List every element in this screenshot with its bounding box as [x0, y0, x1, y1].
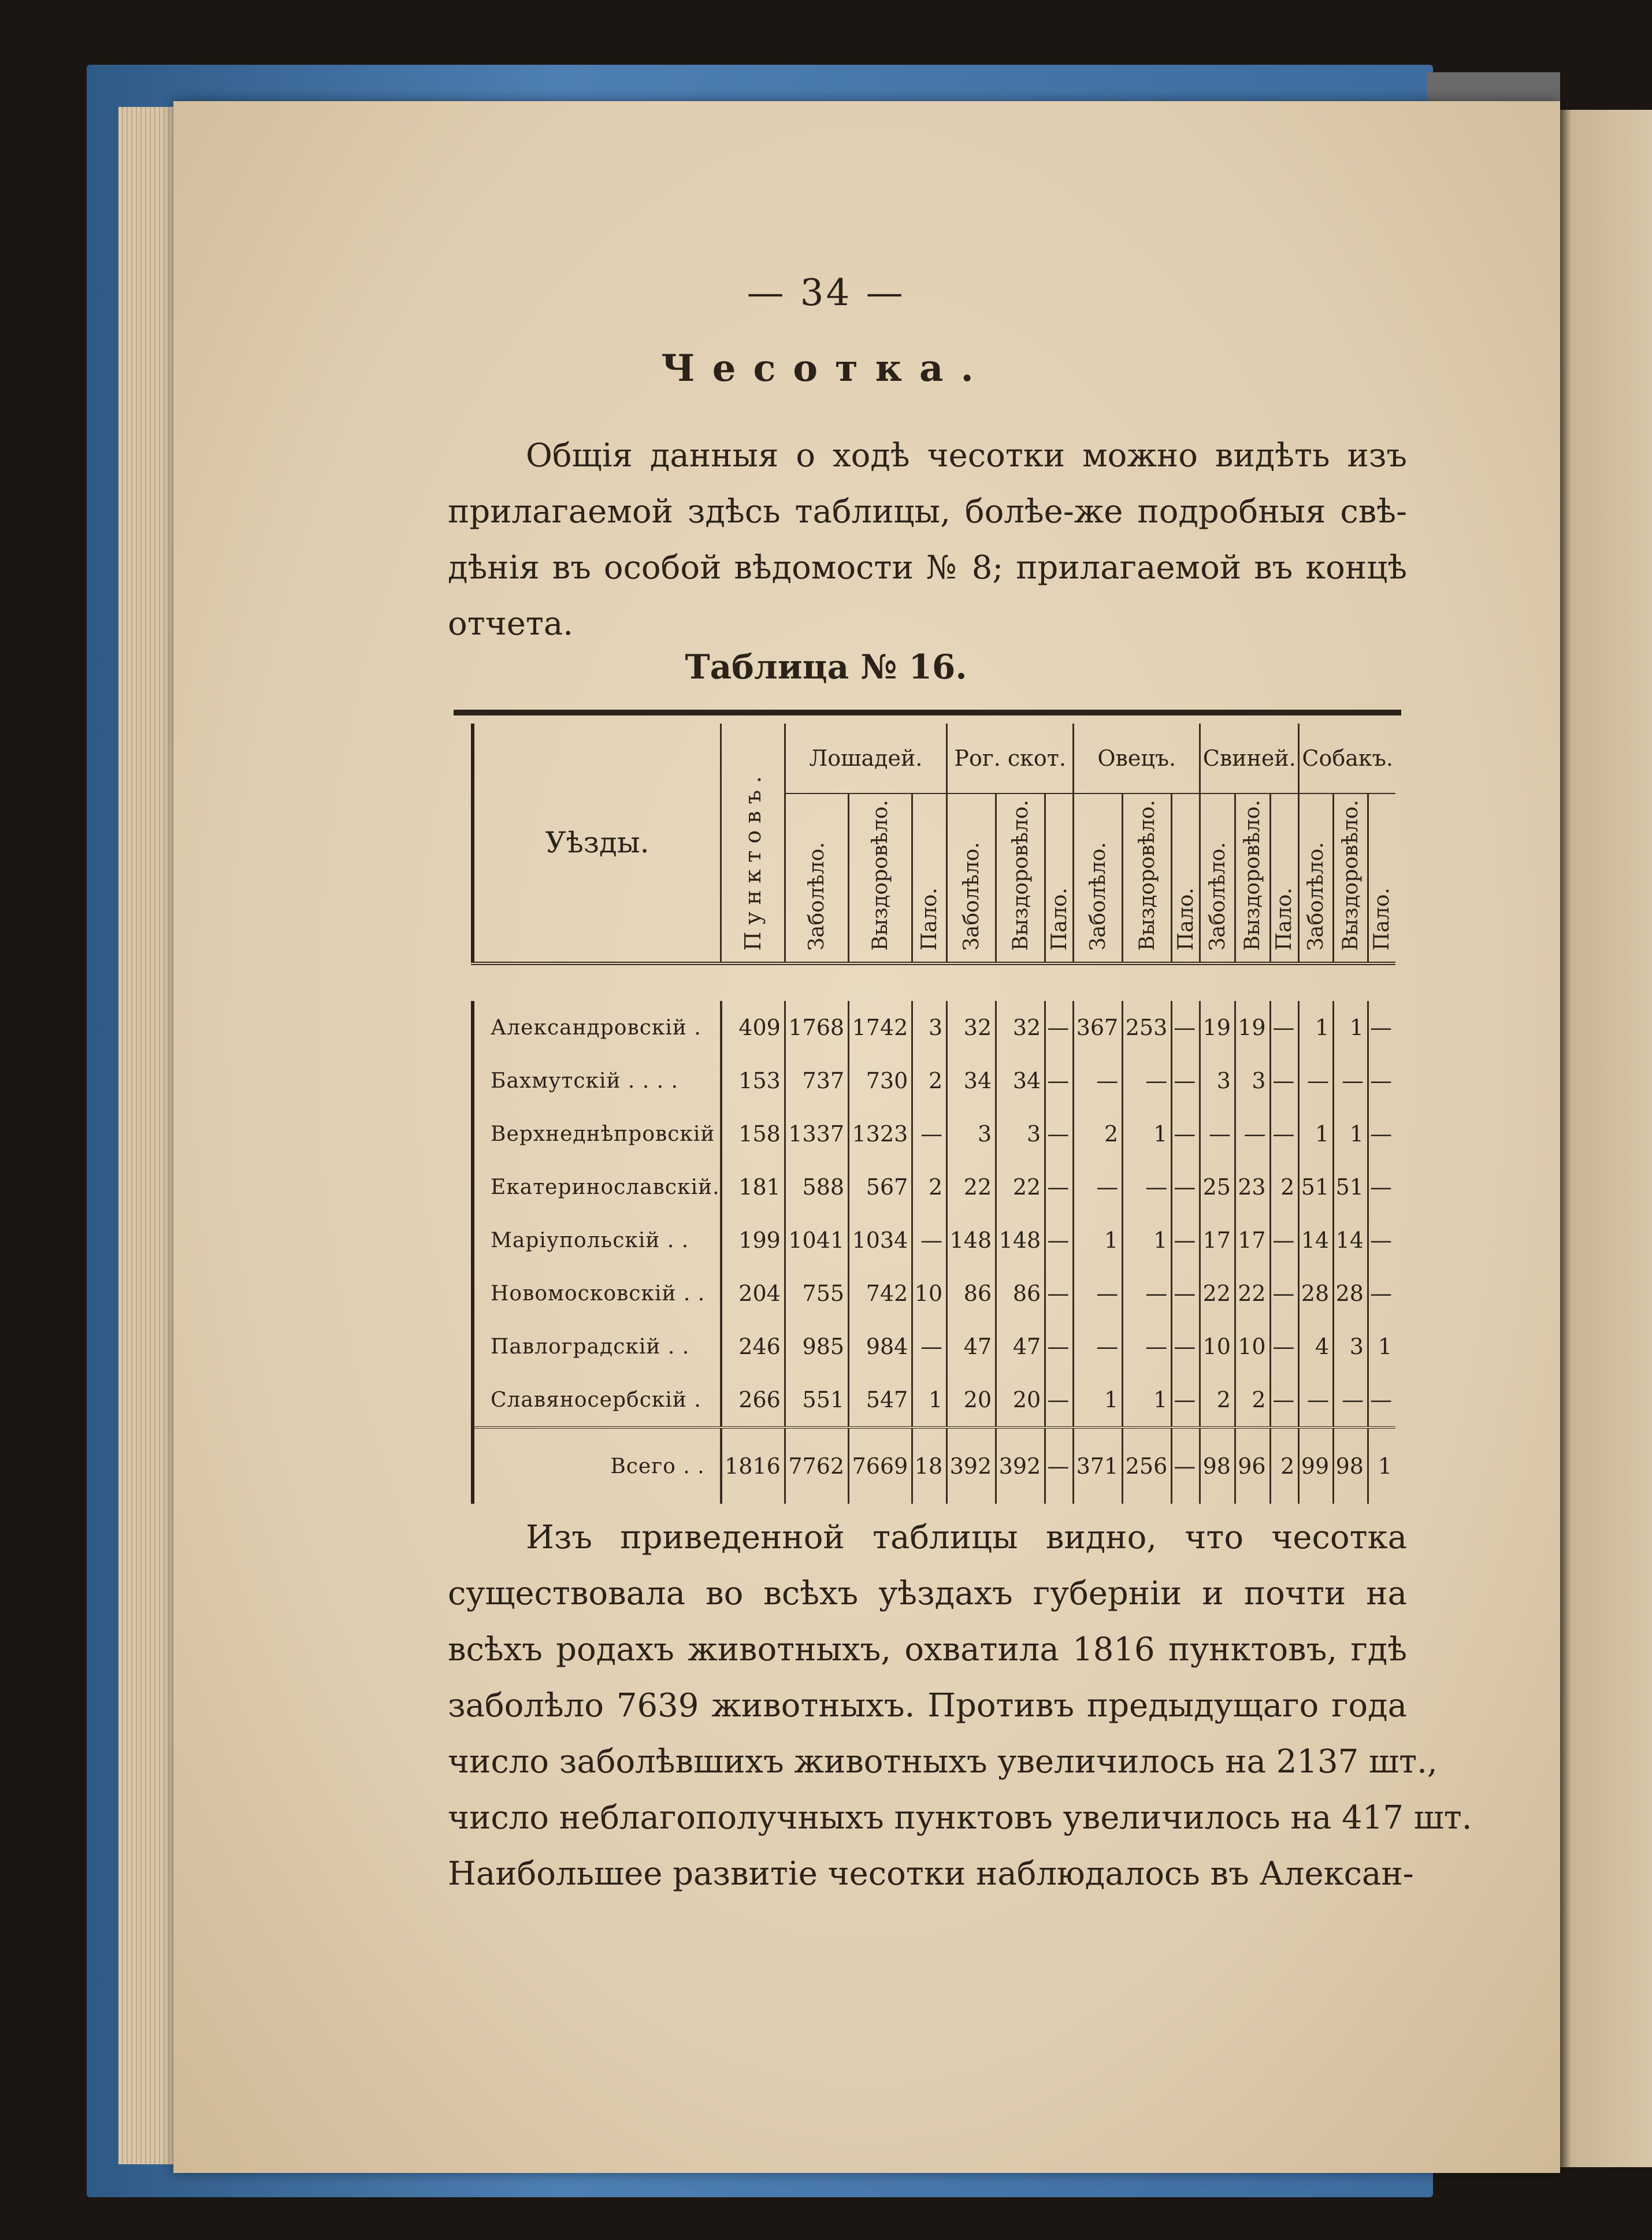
table-cell: 1 [1368, 1320, 1395, 1373]
table-cell: 2 [1200, 1373, 1235, 1427]
table-cell: 204 [721, 1267, 785, 1320]
uezd-name: Славяносербскій . [473, 1373, 721, 1427]
table-cell: — [1270, 1373, 1299, 1427]
table-row [473, 1054, 1395, 1107]
group-header-dogs: Собакъ. [1299, 724, 1395, 793]
table-cell: 25 [1200, 1160, 1235, 1214]
table-cell: 737 [785, 1054, 848, 1107]
table-cell: 51 [1299, 1160, 1334, 1214]
table-cell: — [1172, 1107, 1200, 1160]
table-cell: 158 [721, 1107, 785, 1160]
table-cell: 20 [947, 1373, 996, 1427]
paragraph-line: заболѣло 7639 животныхъ. Противъ предыдущаго года [448, 1687, 1407, 1724]
paragraph-line: число заболѣвшихъ животныхъ увеличилось на 2137 шт., [448, 1743, 1438, 1781]
table-cell: 7762 [785, 1427, 848, 1504]
table-cell: — [912, 1320, 947, 1373]
table-cell: 392 [947, 1427, 996, 1504]
table-cell: 96 [1235, 1427, 1270, 1504]
subheader-cell [912, 793, 947, 963]
table-row [473, 1160, 1395, 1214]
table-cell: — [1299, 1373, 1334, 1427]
table-cell: 32 [996, 1001, 1045, 1054]
table-cell: — [1074, 1160, 1123, 1214]
table-cell: 2 [912, 1160, 947, 1214]
subheader-cell [849, 793, 912, 963]
table-cell: 14 [1334, 1214, 1368, 1267]
table-cell: 7669 [849, 1427, 912, 1504]
table-cell: 51 [1334, 1160, 1368, 1214]
table-cell: — [1123, 1320, 1172, 1373]
subheader-cell [785, 793, 848, 963]
subheader-label: Пало. [1047, 888, 1071, 951]
section-heading: Чесотка. [661, 347, 991, 390]
table-cell: — [1368, 1107, 1395, 1160]
table-cell: 1 [1074, 1373, 1123, 1427]
table-cell: 10 [912, 1267, 947, 1320]
uezd-name: Павлоградскій . . [473, 1320, 721, 1373]
table-cell: 1 [1123, 1107, 1172, 1160]
paragraph-line: число неблагополучныхъ пунктовъ увеличилось на 417 шт. [448, 1799, 1472, 1837]
table-cell: 22 [1235, 1267, 1270, 1320]
table-cell: — [1270, 1267, 1299, 1320]
table-cell: 153 [721, 1054, 785, 1107]
table-cell: — [1045, 1107, 1074, 1160]
table-cell: 1 [1299, 1107, 1334, 1160]
subheader-cell [996, 793, 1045, 963]
table-cell: 19 [1200, 1001, 1235, 1054]
table-cell: 2 [1270, 1427, 1299, 1504]
table-cell: 2 [1235, 1373, 1270, 1427]
subheader-label: Заболѣло. [1086, 842, 1110, 951]
table-cell: 4 [1299, 1320, 1334, 1373]
table-cell: 3 [912, 1001, 947, 1054]
subheader-label: Пало. [1174, 888, 1198, 951]
table-cell: 742 [849, 1267, 912, 1320]
table-cell: — [1074, 1054, 1123, 1107]
table-cell: 22 [996, 1160, 1045, 1214]
table-cell: — [1270, 1054, 1299, 1107]
total-row [473, 1427, 1395, 1504]
table-cell: 98 [1200, 1427, 1235, 1504]
group-header-horses: Лошадей. [785, 724, 946, 793]
subheader-cell [1200, 793, 1235, 963]
table-cell: — [1123, 1160, 1172, 1214]
table-cell: 2 [912, 1054, 947, 1107]
uezd-name: Новомосковскій . . [473, 1267, 721, 1320]
table-cell: — [1172, 1160, 1200, 1214]
table-cell: 19 [1235, 1001, 1270, 1054]
table-cell: 10 [1235, 1320, 1270, 1373]
subheader-cell [1123, 793, 1172, 963]
table-cell: 3 [1200, 1054, 1235, 1107]
table-cell: 984 [849, 1320, 912, 1373]
table-cell: — [1045, 1267, 1074, 1320]
header-divider [473, 963, 1395, 1001]
table-cell: 246 [721, 1320, 785, 1373]
table-cell: 588 [785, 1160, 848, 1214]
table-cell: — [1074, 1267, 1123, 1320]
table-cell: 3 [947, 1107, 996, 1160]
table-cell: — [1045, 1054, 1074, 1107]
paragraph-line: существовала во всѣхъ уѣздахъ губерніи и почти на [448, 1575, 1407, 1612]
table-cell: 1034 [849, 1214, 912, 1267]
table-cell: — [1172, 1267, 1200, 1320]
table-cell: — [1299, 1054, 1334, 1107]
table-cell: 28 [1299, 1267, 1334, 1320]
table-row [473, 1320, 1395, 1373]
uezd-name: Маріупольскій . . [473, 1214, 721, 1267]
table-cell: 47 [996, 1320, 1045, 1373]
column-header-punktov-label: Пунктовъ. [740, 769, 766, 951]
table-cell: — [1368, 1267, 1395, 1320]
table-cell: 567 [849, 1160, 912, 1214]
conclusion-paragraph [448, 1510, 1472, 1902]
table-cell: 1742 [849, 1001, 912, 1054]
table-cell: 409 [721, 1001, 785, 1054]
subheader-label: Пало. [918, 888, 942, 951]
paragraph-line: отчета. [448, 605, 574, 643]
uezd-name: Екатеринославскій. [473, 1160, 721, 1214]
table-cell: — [1270, 1320, 1299, 1373]
subheader-cell [947, 793, 996, 963]
table-cell: 1816 [721, 1427, 785, 1504]
paragraph-line: дѣнія въ особой вѣдомости № 8; прилагаемой въ концѣ [448, 549, 1407, 587]
table-cell: 99 [1299, 1427, 1334, 1504]
table-cell: 266 [721, 1373, 785, 1427]
page-number: — 34 — [747, 272, 905, 314]
table-cell: 392 [996, 1427, 1045, 1504]
subheader-cell [1074, 793, 1123, 963]
table-cell: — [912, 1214, 947, 1267]
table-cell: 2 [1074, 1107, 1123, 1160]
subheader-cell [1334, 793, 1368, 963]
table-cell: 28 [1334, 1267, 1368, 1320]
table-cell: 14 [1299, 1214, 1334, 1267]
table-cell: 730 [849, 1054, 912, 1107]
table-cell: 1 [1334, 1001, 1368, 1054]
table-cell: 371 [1074, 1427, 1123, 1504]
table-cell: — [1172, 1001, 1200, 1054]
table-cell: 1 [1074, 1214, 1123, 1267]
subheader-label: Выздоровѣло. [1008, 800, 1033, 951]
table-cell: 199 [721, 1214, 785, 1267]
table-cell: 22 [947, 1160, 996, 1214]
table-cell: 2 [1270, 1160, 1299, 1214]
table-cell: — [1045, 1427, 1074, 1504]
table-title: Таблица № 16. [685, 647, 967, 687]
table-row [473, 1107, 1395, 1160]
subheader-cell [1235, 793, 1270, 963]
subheader-label: Заболѣло. [1205, 842, 1230, 951]
table-cell: — [1334, 1373, 1368, 1427]
table-cell: — [1270, 1214, 1299, 1267]
table-cell: 86 [947, 1267, 996, 1320]
table-row [473, 1001, 1395, 1054]
intro-paragraph [448, 428, 1407, 652]
table-cell: 18 [912, 1427, 947, 1504]
subheader-cell [1270, 793, 1299, 963]
table-cell: 1 [1123, 1373, 1172, 1427]
table-cell: 551 [785, 1373, 848, 1427]
table-cell: — [1074, 1320, 1123, 1373]
table-cell: 3 [1334, 1320, 1368, 1373]
table-cell: 17 [1200, 1214, 1235, 1267]
subheader-cell [1299, 793, 1334, 963]
table-cell: — [1368, 1001, 1395, 1054]
table-cell: 34 [947, 1054, 996, 1107]
table-top-rule [454, 710, 1401, 715]
table-cell: 32 [947, 1001, 996, 1054]
table-cell: — [1123, 1267, 1172, 1320]
table-cell: 148 [947, 1214, 996, 1267]
table-cell: — [1368, 1373, 1395, 1427]
subheader-label: Пало. [1370, 888, 1394, 951]
paragraph-line: Наибольшее развитіе чесотки наблюдалось въ Алексан- [448, 1855, 1414, 1893]
table-cell: — [1045, 1001, 1074, 1054]
table-cell: 17 [1235, 1214, 1270, 1267]
table-cell: — [1368, 1160, 1395, 1214]
subheader-cell [1172, 793, 1200, 963]
table-cell: — [1368, 1214, 1395, 1267]
uezd-name: Верхнеднѣпровскій [473, 1107, 721, 1160]
subheader-label: Заболѣло. [804, 842, 829, 951]
column-header-punktov [721, 724, 785, 963]
table-cell: — [1045, 1160, 1074, 1214]
table-cell: 1 [1334, 1107, 1368, 1160]
uezd-name: Всего . . [473, 1427, 721, 1504]
table-cell: 253 [1123, 1001, 1172, 1054]
table-cell: — [1045, 1214, 1074, 1267]
paragraph-line: всѣхъ родахъ животныхъ, охватила 1816 пунктовъ, гдѣ [448, 1631, 1407, 1668]
table-cell: 1 [1299, 1001, 1334, 1054]
table-cell: — [1270, 1107, 1299, 1160]
table-cell: — [912, 1107, 947, 1160]
table-cell: — [1270, 1001, 1299, 1054]
subheader-label: Выздоровѣло. [1241, 800, 1265, 951]
table-cell: 1 [1123, 1214, 1172, 1267]
subheader-label: Пало. [1272, 888, 1297, 951]
table-cell: 47 [947, 1320, 996, 1373]
table-cell: 22 [1200, 1267, 1235, 1320]
table-cell: 86 [996, 1267, 1045, 1320]
table-cell: — [1045, 1320, 1074, 1373]
subheader-label: Заболѣло. [1304, 842, 1328, 951]
table-cell: 3 [996, 1107, 1045, 1160]
table-row [473, 1214, 1395, 1267]
table-cell: — [1172, 1054, 1200, 1107]
column-header-uezdy: Уѣзды. [473, 724, 721, 963]
table-cell: — [1123, 1054, 1172, 1107]
table-cell: — [1200, 1107, 1235, 1160]
table-cell: 256 [1123, 1427, 1172, 1504]
table-cell: 181 [721, 1160, 785, 1214]
facing-page-edge [1560, 110, 1652, 2167]
table-row [473, 1267, 1395, 1320]
subheader-cell [1368, 793, 1395, 963]
table-cell: — [1172, 1427, 1200, 1504]
table-cell: 1 [912, 1373, 947, 1427]
table-cell: 3 [1235, 1054, 1270, 1107]
subheader-label: Выздоровѣло. [1135, 800, 1159, 951]
table-cell: 547 [849, 1373, 912, 1427]
uezd-name: Александровскій . [473, 1001, 721, 1054]
header-divider-row [473, 963, 1395, 1001]
table-body [473, 963, 1395, 1504]
paragraph-line: прилагаемой здѣсь таблицы, болѣе-же подробныя свѣ- [448, 493, 1407, 531]
subheader-label: Выздоровѣло. [1339, 800, 1363, 951]
table-cell: — [1368, 1054, 1395, 1107]
table-cell: 1 [1368, 1427, 1395, 1504]
table-cell: — [1172, 1373, 1200, 1427]
table-cell: 34 [996, 1054, 1045, 1107]
table-cell: — [1172, 1320, 1200, 1373]
table-cell: 1337 [785, 1107, 848, 1160]
table-cell: 1323 [849, 1107, 912, 1160]
table-cell: 23 [1235, 1160, 1270, 1214]
table-cell: 755 [785, 1267, 848, 1320]
table-cell: — [1235, 1107, 1270, 1160]
table-cell: 10 [1200, 1320, 1235, 1373]
table-cell: — [1334, 1054, 1368, 1107]
group-header-pigs: Свиней. [1200, 724, 1299, 793]
table-row [473, 1373, 1395, 1427]
scabies-table [471, 724, 1395, 1504]
table-cell: 148 [996, 1214, 1045, 1267]
table-cell: 985 [785, 1320, 848, 1373]
table-cell: — [1172, 1214, 1200, 1267]
subheader-label: Заболѣло. [959, 842, 983, 951]
group-header-sheep: Овецъ. [1074, 724, 1200, 793]
group-header-cattle: Рог. скот. [947, 724, 1074, 793]
table-cell: — [1045, 1373, 1074, 1427]
uezd-name: Бахмутскій . . . . [473, 1054, 721, 1107]
table-cell: 367 [1074, 1001, 1123, 1054]
table-cell: 1041 [785, 1214, 848, 1267]
paragraph-line: Изъ приведенной таблицы видно, что чесотка [526, 1519, 1407, 1556]
subheader-label: Выздоровѣло. [868, 800, 893, 951]
paragraph-line: Общія данныя о ходѣ чесотки можно видѣть изъ [526, 437, 1407, 474]
table-cell: 1768 [785, 1001, 848, 1054]
subheader-cell [1045, 793, 1074, 963]
table-cell: 20 [996, 1373, 1045, 1427]
table-cell: 98 [1334, 1427, 1368, 1504]
